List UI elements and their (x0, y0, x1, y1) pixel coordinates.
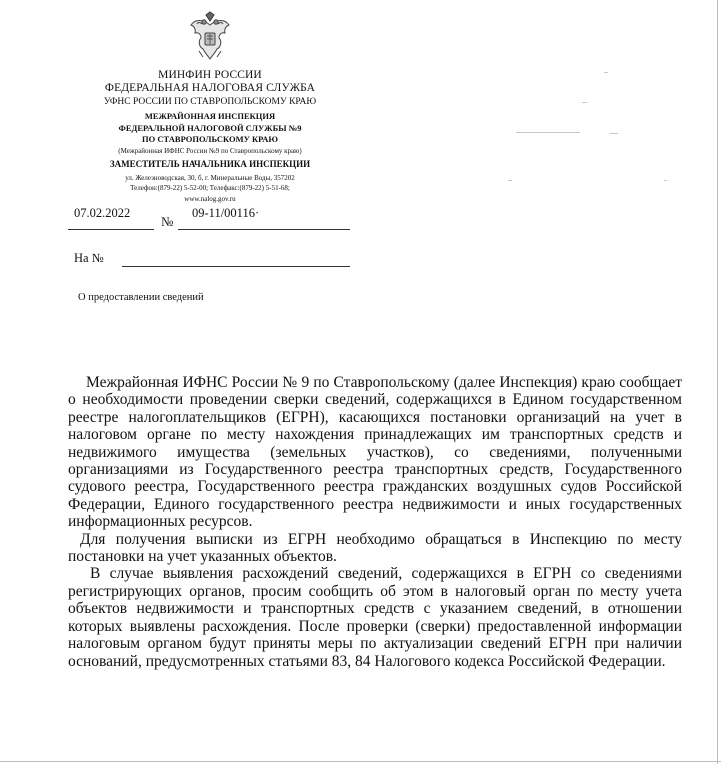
recipient-mark (582, 102, 587, 103)
inspection-name-line2: ФЕДЕРАЛЬНОЙ НАЛОГОВОЙ СЛУЖБЫ №9 (118, 123, 302, 133)
ministry-name: МИНФИН РОССИИ (158, 69, 262, 81)
number-sign: № (161, 214, 174, 229)
recipient-mark (610, 133, 618, 134)
website-line: www.nalog.gov.ru (184, 195, 236, 203)
letter-body (68, 374, 682, 670)
page-border-right (717, 0, 718, 764)
signatory-title: ЗАМЕСТИТЕЛЬ НАЧАЛЬНИКА ИНСПЕКЦИИ (109, 159, 311, 169)
recipient-mark (604, 72, 608, 73)
recipient-mark (664, 180, 667, 181)
number-underline (178, 229, 350, 230)
coat-of-arms-icon (189, 11, 231, 61)
reply-to-underline (122, 266, 350, 267)
body-paragraph: Для получения выписки из ЕГРН необходимо обращаться в Инспекцию по месту постановки на учет указанных объектов. (68, 530, 682, 566)
date-underline (68, 229, 154, 230)
letter-number: 09-11/00116· (192, 206, 260, 220)
address-line: ул. Железноводская, 30, б, г. Минеральные Воды, 357202 (125, 174, 295, 182)
service-name: ФЕДЕРАЛЬНАЯ НАЛОГОВАЯ СЛУЖБА (104, 82, 316, 94)
body-paragraph: Межрайонная ИФНС России № 9 по Ставропольскому (далее Инспекция) краю сообщает о необходимости проведении сверки сведений, содержащихся в Едином государственном реестре налогоплательщиков (ЕГРН), касающихся постановки организаций на учет в налоговом органе по месту нахождения принадлежащих им транспортных средств и недвижимого имущества (земельных участков), со сведениями, полученными организациями из Государственного реестра транспортных средств, Государственного судового реестра, Государственного реестра гражданских воздушных судов Российской Федерации, Единого государственного реестра недвижимости и иных государственных информационных ресурсов. (68, 374, 682, 531)
letter-subject: О предоставлении сведений (78, 292, 204, 303)
page-border-bottom (0, 761, 721, 762)
inspection-name-line1: МЕЖРАЙОННАЯ ИНСПЕКЦИЯ (144, 111, 276, 121)
phone-line: Телефон:(879-22) 5-52-00; Телефакс:(879-22) 5-51-68; (130, 184, 290, 192)
recipient-mark (508, 180, 512, 181)
inspection-name-line3: ПО СТАВРОПОЛЬСКОМУ КРАЮ (142, 134, 278, 144)
body-paragraph: В случае выявления расхождений сведений, содержащихся в ЕГРН со сведениями регистрирующих органов, просим сообщить об этом в налоговый орган по месту учета объектов недвижимости и транспортных средств с указанием сведений, в отношении которых выявлены расхождения. После проверки (сверки) предоставленной информации налоговым органом будут приняты меры по актуализации сведений ЕГРН при наличии оснований, предусмотренных статьями 83, 84 Налогового кодекса Российской Федерации. (68, 565, 682, 670)
recipient-mark (516, 132, 580, 133)
regional-office: УФНС РОССИИ ПО СТАВРОПОЛЬСКОМУ КРАЮ (103, 97, 317, 107)
letter-date: 07.02.2022 (74, 206, 131, 220)
reply-to-label: На № (74, 251, 104, 265)
inspection-short-name: (Межрайонная ИФНС России №9 по Ставропольскому краю) (118, 147, 302, 155)
